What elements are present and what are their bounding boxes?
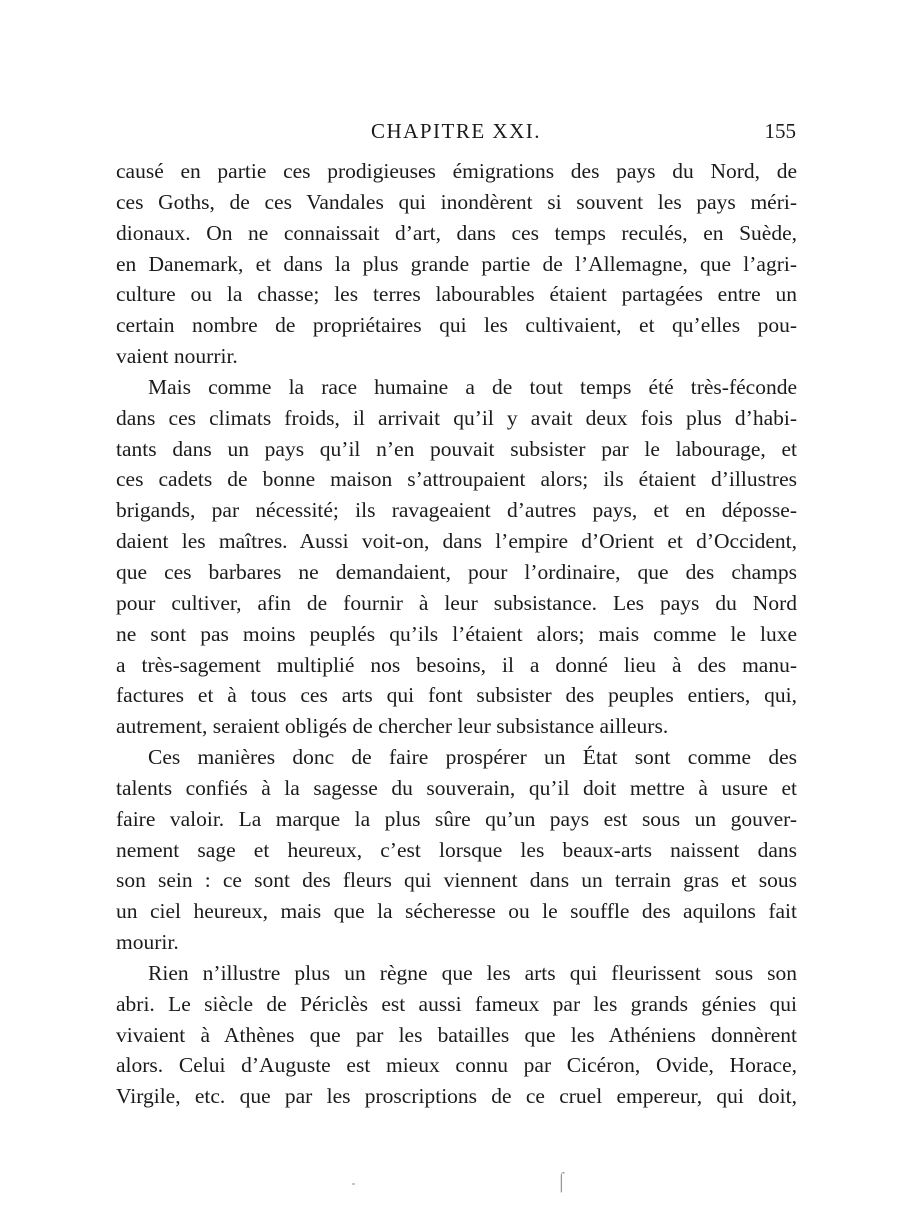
chapter-title: CHAPITRE XXI. xyxy=(371,119,541,143)
text-line: Mais comme la race humaine a de tout temps été très-féconde xyxy=(148,374,797,399)
paragraph xyxy=(116,156,797,372)
text-line: vaient nourrir. xyxy=(116,344,238,369)
text-line: certain nombre de propriétaires qui les cultivaient, et qu’elles pou- xyxy=(116,313,797,338)
text-line: abri. Le siècle de Périclès est aussi fameux par les grands génies qui xyxy=(116,991,797,1016)
text-line: Ces manières donc de faire prospérer un État sont comme des xyxy=(148,745,797,770)
text-line: Rien n’illustre plus un règne que les arts qui fleurissent sous son xyxy=(148,960,797,985)
text-line: un ciel heureux, mais que la sécheresse ou le souffle des aquilons fait xyxy=(116,899,797,924)
text-line: Virgile, etc. que par les proscriptions de ce cruel empereur, qui doit, xyxy=(116,1084,797,1109)
paragraph xyxy=(116,742,797,958)
text-line: alors. Celui d’Auguste est mieux connu par Cicéron, Ovide, Horace, xyxy=(116,1053,797,1078)
text-line: ne sont pas moins peuplés qu’ils l’étaient alors; mais comme le luxe xyxy=(116,621,797,646)
text-line: causé en partie ces prodigieuses émigrations des pays du Nord, de xyxy=(116,159,797,183)
text-line: autrement, seraient obligés de chercher leur subsistance ailleurs. xyxy=(116,714,669,739)
text-line: a très-sagement multiplié nos besoins, il a donné lieu à des manu- xyxy=(116,652,797,677)
text-line: ces Goths, de ces Vandales qui inondèrent si souvent les pays méri- xyxy=(116,189,797,214)
text-line: son sein : ce sont des fleurs qui viennent dans un terrain gras et sous xyxy=(116,868,797,893)
running-head xyxy=(116,116,796,146)
text-line: ces cadets de bonne maison s’attroupaient alors; ils étaient d’illustres xyxy=(116,467,797,492)
text-line: brigands, par nécessité; ils ravageaient d’autres pays, et en déposse- xyxy=(116,498,797,523)
page-number: 155 xyxy=(764,119,796,143)
text-line: pour cultiver, afin de fournir à leur subsistance. Les pays du Nord xyxy=(116,590,797,615)
text-line: en Danemark, et dans la plus grande partie de l’Allemagne, que l’agri- xyxy=(116,251,797,276)
text-line: nement sage et heureux, c’est lorsque les beaux-arts naissent dans xyxy=(116,837,797,862)
text-line: talents confiés à la sagesse du souverain, qu’il doit mettre à usure et xyxy=(116,775,797,800)
text-line: dans ces climats froids, il arrivait qu’il y avait deux fois plus d’habi- xyxy=(116,405,797,430)
text-line: que ces barbares ne demandaient, pour l’ordinaire, que des champs xyxy=(116,559,797,584)
paragraph xyxy=(116,372,797,742)
text-line: dionaux. On ne connaissait d’art, dans ces temps reculés, en Suède, xyxy=(116,220,797,245)
paragraph xyxy=(116,958,797,1112)
scan-speck xyxy=(352,1183,355,1185)
scan-mark-icon: ⌠ xyxy=(556,1171,567,1191)
text-line: mourir. xyxy=(116,930,179,955)
body-text xyxy=(116,156,797,1112)
text-line: vivaient à Athènes que par les batailles que les Athéniens donnèrent xyxy=(116,1022,797,1047)
text-line: faire valoir. La marque la plus sûre qu’un pays est sous un gouver- xyxy=(116,806,797,831)
text-line: factures et à tous ces arts qui font subsister des peuples entiers, qui, xyxy=(116,683,797,708)
text-line: tants dans un pays qu’il n’en pouvait subsister par le labourage, et xyxy=(116,436,797,461)
text-line: culture ou la chasse; les terres labourables étaient partagées entre un xyxy=(116,282,797,307)
text-line: daient les maîtres. Aussi voit-on, dans l’empire d’Orient et d’Occident, xyxy=(116,529,797,554)
